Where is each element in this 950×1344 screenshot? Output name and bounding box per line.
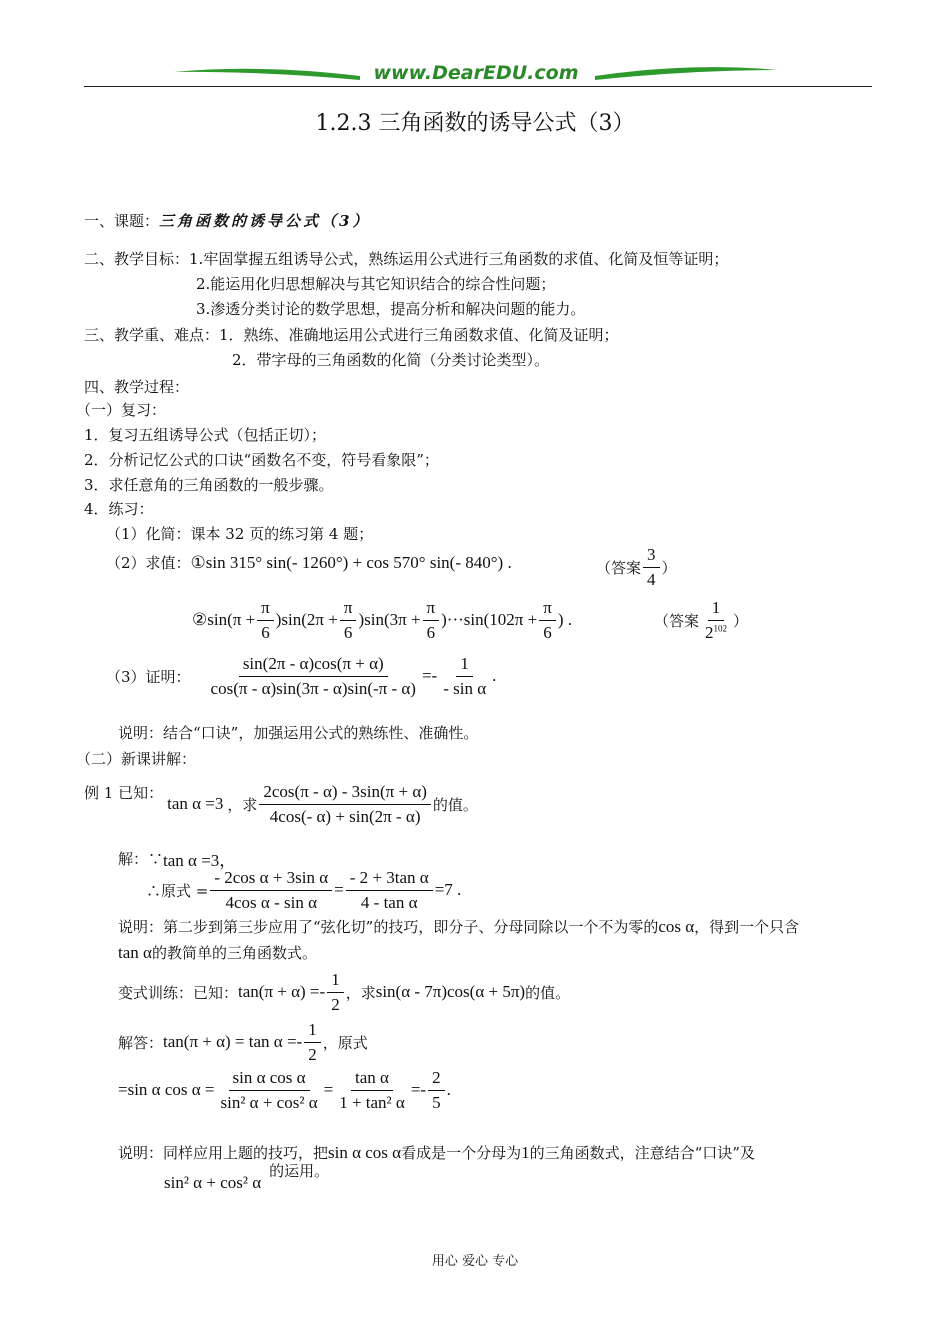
answer-2-eq: = [323, 1080, 334, 1100]
practice-2a-answer [596, 545, 677, 589]
frac-pi-6 [423, 598, 440, 642]
p2b-part-3: )sin(3π + [358, 610, 421, 630]
practice-1: （1）化简：课本 32 页的练习第 4 题； [106, 525, 374, 543]
answer-expr: tan(π + α) = tan α =- [163, 1032, 303, 1052]
frac-num: 2 [428, 1068, 445, 1091]
p2b-part-2: )sin(2π + [275, 610, 338, 630]
variant-expr: tan(π + α) =- [238, 982, 326, 1002]
solution-eq: = [334, 880, 344, 900]
example-1-tail: 的值。 [432, 795, 478, 814]
example-1-fraction [259, 782, 431, 826]
answer-2-frac-3 [428, 1068, 445, 1112]
proof-eq: =- [421, 666, 438, 686]
frac-den: 5 [432, 1092, 441, 1112]
review-item-4: 4．练习： [84, 500, 154, 518]
variant-ask: ，求 [345, 983, 376, 1002]
example-1-label: 例 1 已知： [84, 784, 164, 802]
frac-num: 1 [327, 970, 344, 993]
key-label: 三、教学重、难点： [84, 326, 220, 344]
section-topic [84, 210, 370, 231]
note-2-expr: sin α cos α [328, 1143, 402, 1162]
frac-den: 1 + tan² α [339, 1092, 405, 1112]
header-banner [170, 60, 782, 88]
note-1-cos: cos α [658, 917, 695, 936]
answer-den-base: 2 [705, 622, 714, 642]
proof-rhs-den: - sin α [443, 678, 487, 698]
frac-num: tan α [351, 1068, 393, 1091]
key-2: 2．带字母的三角函数的化简（分类讨论类型）。 [232, 351, 550, 369]
answer-2-dot: . [446, 1080, 451, 1100]
frac-num: π [340, 598, 357, 621]
header-rule [84, 86, 872, 87]
practice-2b [192, 598, 572, 642]
p2b-part-4: )···sin(102π + [441, 610, 538, 630]
variant-label: 变式训练：已知： [118, 983, 239, 1002]
frac-num: π [539, 598, 556, 621]
example-1 [84, 782, 478, 826]
p2b-part-1: ②sin(π + [192, 610, 256, 630]
frac-den: sin² α + cos² α [220, 1092, 318, 1112]
goals-label: 二、教学目标： [84, 250, 190, 268]
review-item-3: 3．求任意角的三角函数的一般步骤。 [84, 476, 334, 494]
frac-num: - 2 + 3tan α [346, 868, 433, 891]
frac-num: sin α cos α [229, 1068, 310, 1091]
practice-2-label: （2）求值： [106, 554, 191, 572]
page-footer: 用心 爱心 专心 [431, 1254, 519, 1269]
example-1-den: 4cos(- α) + sin(2π - α) [269, 806, 421, 826]
answer-tail: ，原式 [322, 1033, 368, 1052]
example-1-ask: ，求 [227, 795, 258, 814]
frac-num: π [423, 598, 440, 621]
frac-pi-6 [340, 598, 357, 642]
answer-2-frac-1 [217, 1068, 322, 1112]
note-1-text-c: 的教简单的三角函数式。 [151, 944, 317, 962]
goal-1: 1.牢固掌握五组诱导公式，熟练运用公式进行三角函数的求值、化简及恒等证明； [189, 250, 729, 268]
note-2-line-2 [164, 1162, 330, 1193]
note-2-text-b: 看成是一个分母为 [401, 1144, 522, 1162]
proof-lhs-num: sin(2π - α)cos(π + α) [239, 654, 388, 677]
frac-den: 4 - tan α [360, 892, 418, 912]
review-heading: （一）复习： [76, 401, 167, 419]
section-goals [84, 248, 728, 269]
frac-pi-6 [539, 598, 556, 642]
note-2-one: 1 [521, 1143, 530, 1162]
practice-3 [106, 654, 496, 698]
variant-answer-2 [118, 1068, 451, 1112]
review-item-1: 1．复习五组诱导公式（包括正切）； [84, 426, 327, 444]
answer-2-frac-2 [335, 1068, 409, 1112]
frac-den: 2 [308, 1044, 317, 1064]
answer-close: ） [733, 611, 749, 630]
proof-rhs-num: 1 [456, 654, 473, 677]
answer-label: （答案 [654, 611, 700, 630]
topic-label: 一、课题： [84, 212, 160, 230]
practice-3-label: （3）证明： [106, 667, 191, 686]
answer-fraction [643, 545, 660, 589]
frac-den: 4cos α - sin α [225, 892, 317, 912]
answer-frac [304, 1020, 321, 1064]
proof-lhs-den: cos(π - α)sin(3π - α)sin(-π - α) [210, 678, 416, 698]
review-item-2: 2．分析记忆公式的口诀“函数名不变，符号看象限”； [84, 451, 439, 469]
goal-2: 2.能运用化归思想解决与其它知识结合的综合性问题； [196, 275, 556, 293]
note-2-line-1 [118, 1142, 755, 1163]
answer-num: 3 [643, 545, 660, 568]
solution-frac-1 [210, 868, 332, 912]
answer-label: 解答： [118, 1033, 164, 1052]
note-1-tan: tan α [118, 943, 152, 962]
solution-result: =7 . [434, 880, 462, 900]
proof-rhs [439, 654, 490, 698]
newlesson-heading: （二）新课讲解： [76, 750, 197, 768]
note-2-text-a: 说明：同样应用上题的技巧，把 [118, 1144, 329, 1162]
practice-2b-answer [654, 598, 748, 642]
frac-den: 6 [543, 622, 552, 642]
site-logo: www.DearEDU.com [373, 62, 579, 84]
solution-2-label: ∴原式 = [146, 881, 209, 900]
solution-label: 解：∵ [118, 850, 164, 868]
page-title: 1.2.3 三角函数的诱导公式（3） [315, 111, 635, 136]
proof-dot: . [492, 666, 497, 686]
section-key-points [84, 324, 619, 345]
answer-label: （答案 [596, 558, 642, 577]
proof-lhs [207, 654, 420, 698]
frac-num: - 2cos α + 3sin α [210, 868, 332, 891]
goal-3: 3.渗透分类讨论的数学思想，提高分析和解决问题的能力。 [196, 300, 586, 318]
answer-num: 1 [708, 598, 725, 621]
practice-2a-expr: ①sin 315° sin(- 1260°) + cos 570° sin(- 840°) . [190, 552, 512, 572]
answer-den-exp: 102 [713, 622, 728, 633]
note-2-text-d: 的运用。 [269, 1162, 330, 1180]
frac-den: 6 [343, 622, 353, 642]
key-1: 1．熟练、准确地运用公式进行三角函数求值、化简及证明； [219, 326, 619, 344]
note-1-line-1 [118, 916, 799, 937]
p2b-end: ) . [557, 610, 572, 630]
solution-condition: tan α =3， [163, 851, 237, 870]
frac-pi-6 [257, 598, 274, 642]
note-1-text-a: 说明：第二步到第三步应用了“弦化切”的技巧，即分子、分母同除以一个不为零的 [118, 918, 659, 936]
frac-num: π [257, 598, 274, 621]
example-1-condition: tan α =3 [167, 794, 224, 814]
variant-tail: 的值。 [525, 983, 571, 1002]
solution-frac-2 [346, 868, 433, 912]
frac-den: 6 [426, 622, 436, 642]
section-process: 四、教学过程： [84, 378, 190, 396]
answer-2-eq-2: =- [410, 1080, 427, 1100]
topic-title: 三角函数的诱导公式（3） [159, 212, 371, 230]
note-1-line-2 [118, 942, 317, 963]
variant-frac [327, 970, 344, 1014]
note-1-text-b: ，得到一个只含 [694, 918, 800, 936]
note-2-expr-2: sin² α + cos² α [164, 1173, 262, 1192]
variant-exercise [118, 970, 570, 1014]
solution-line-2 [146, 868, 461, 912]
practice-2a [106, 552, 512, 573]
frac-den: 2 [331, 994, 340, 1014]
answer-close: ） [661, 558, 677, 577]
frac-den: 6 [261, 622, 270, 642]
variant-answer [118, 1020, 368, 1064]
answer-fraction [701, 598, 731, 642]
answer-den: 4 [647, 569, 656, 589]
note-2-text-c: 的三角函数式，注意结合“口诀”及 [529, 1144, 755, 1162]
example-1-num: 2cos(π - α) - 3sin(π + α) [259, 782, 431, 805]
review-note: 说明：结合“口诀”，加强运用公式的熟练性、准确性。 [118, 724, 479, 742]
answer-2-pre: =sin α cos α = [118, 1080, 215, 1100]
variant-expr-2: sin(α - 7π)cos(α + 5π) [375, 982, 526, 1002]
frac-num: 1 [304, 1020, 321, 1043]
